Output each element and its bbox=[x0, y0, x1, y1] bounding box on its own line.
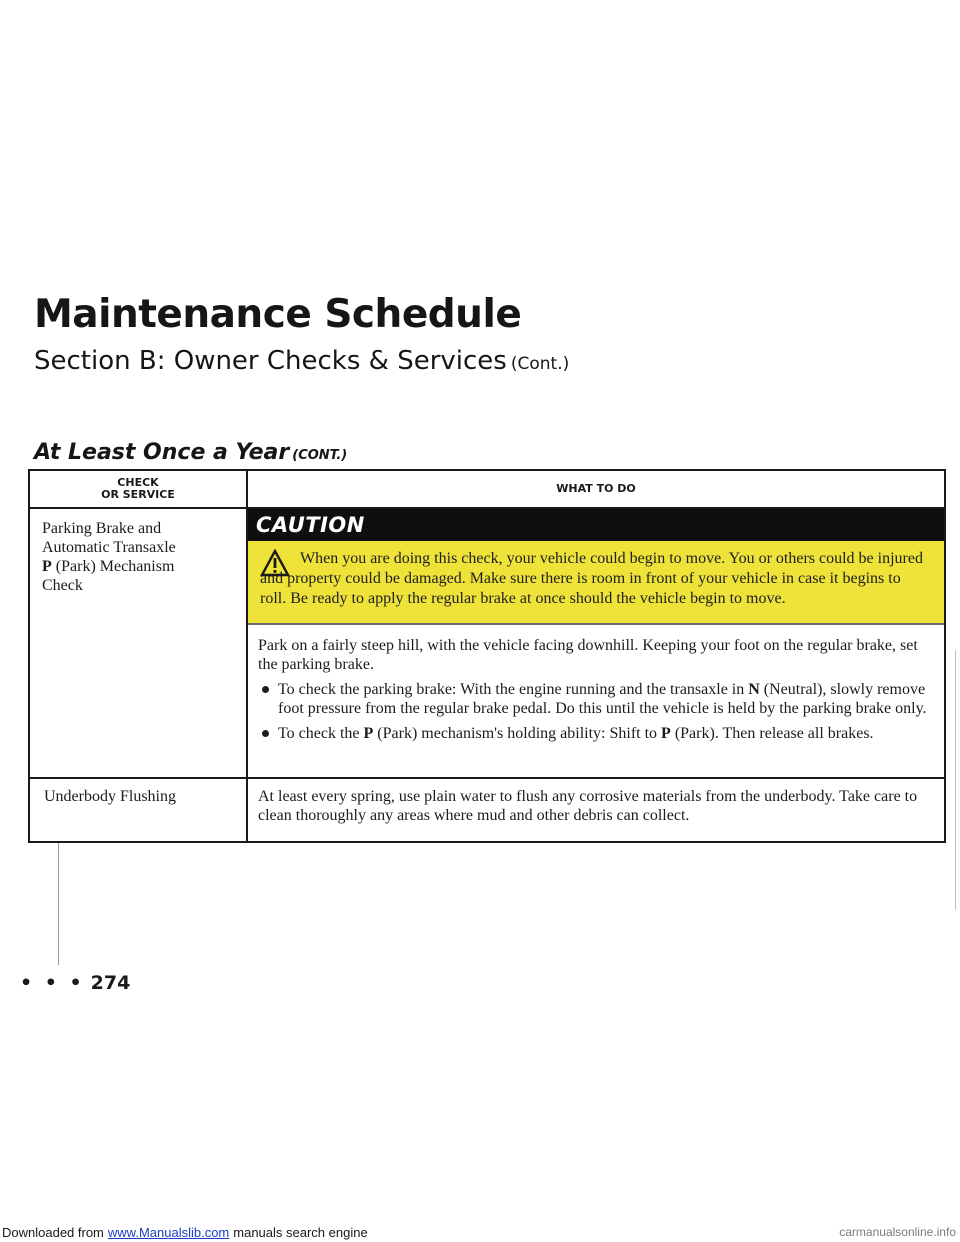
what-to-do-underbody: At least every spring, use plain water to flush any corrosive materials from the underbody. Take care to clean thoroughly any areas where mud and other debris can collect. bbox=[258, 788, 918, 824]
table-header-row bbox=[30, 471, 944, 509]
list-item bbox=[258, 724, 938, 743]
download-footer bbox=[0, 1222, 960, 1242]
check-line bbox=[42, 557, 242, 576]
list-item bbox=[258, 680, 938, 718]
margin-line-left bbox=[58, 843, 59, 965]
check-parking-brake bbox=[42, 519, 242, 595]
what-to-do-parking-brake bbox=[258, 636, 938, 749]
bullet-bold: P bbox=[661, 725, 671, 742]
column-header-check-line1: CHECK bbox=[117, 476, 159, 489]
column-header-what-to-do: WHAT TO DO bbox=[556, 482, 636, 495]
bullet-text: (Park) mechanism's holding ability: Shift to bbox=[373, 725, 662, 742]
page-subtitle bbox=[34, 346, 569, 376]
check-line: Parking Brake and bbox=[42, 520, 162, 537]
check-underbody-flushing: Underbody Flushing bbox=[44, 788, 176, 805]
column-header-check bbox=[30, 471, 246, 507]
subtitle-text: Section B: Owner Checks & Services bbox=[34, 346, 507, 376]
page-number bbox=[20, 972, 130, 994]
check-line-rest: (Park) Mechanism bbox=[51, 558, 175, 575]
check-bold-p: P bbox=[42, 558, 52, 575]
subtitle-continued: (Cont.) bbox=[510, 354, 570, 374]
caution-box bbox=[248, 541, 944, 625]
bullet-text: To check the parking brake: With the engine running and the transaxle in bbox=[278, 681, 749, 698]
section-heading-continued: (CONT.) bbox=[292, 448, 348, 463]
bullet-text: To check the bbox=[278, 725, 364, 742]
margin-line-right bbox=[955, 650, 956, 910]
check-line: Check bbox=[42, 577, 83, 594]
bullet-text: (Neutral), slowly remove foot pressure from the regular brake pedal. Do this until the vehicle is held by the parking brake only. bbox=[278, 681, 927, 717]
caution-label-bar: CAUTION bbox=[248, 509, 944, 541]
instruction-intro: Park on a fairly steep hill, with the vehicle facing downhill. Keeping your foot on the regular brake, set the parking brake. bbox=[258, 637, 918, 673]
caution-paragraph: When you are doing this check, your vehicle could begin to move. You or others could be injured and property could be damaged. Make sure there is room in front of your vehicle in case it begins to roll. Be ready to apply the regular brake at once should the vehicle begin to move. bbox=[260, 550, 923, 607]
caution-text bbox=[260, 549, 928, 609]
section-heading-text: At Least Once a Year bbox=[34, 440, 290, 465]
watermark: carmanualsonline.info bbox=[839, 1225, 956, 1239]
manualslib-link[interactable]: www.Manualslib.com bbox=[107, 1224, 230, 1240]
bullet-text: (Park). Then release all brakes. bbox=[670, 725, 874, 742]
row-divider bbox=[30, 777, 944, 779]
page-title: Maintenance Schedule bbox=[34, 292, 522, 337]
column-header-check-line2: OR SERVICE bbox=[101, 488, 175, 501]
footer-suffix: manuals search engine bbox=[233, 1224, 368, 1240]
check-line: Automatic Transaxle bbox=[42, 539, 176, 556]
bullet-bold: N bbox=[748, 681, 760, 698]
bullet-bold: P bbox=[363, 725, 374, 742]
footer-prefix: Downloaded from bbox=[2, 1224, 104, 1240]
page-number-value: 274 bbox=[90, 972, 131, 994]
page-dots: • • • bbox=[20, 972, 85, 994]
section-heading bbox=[34, 440, 347, 465]
